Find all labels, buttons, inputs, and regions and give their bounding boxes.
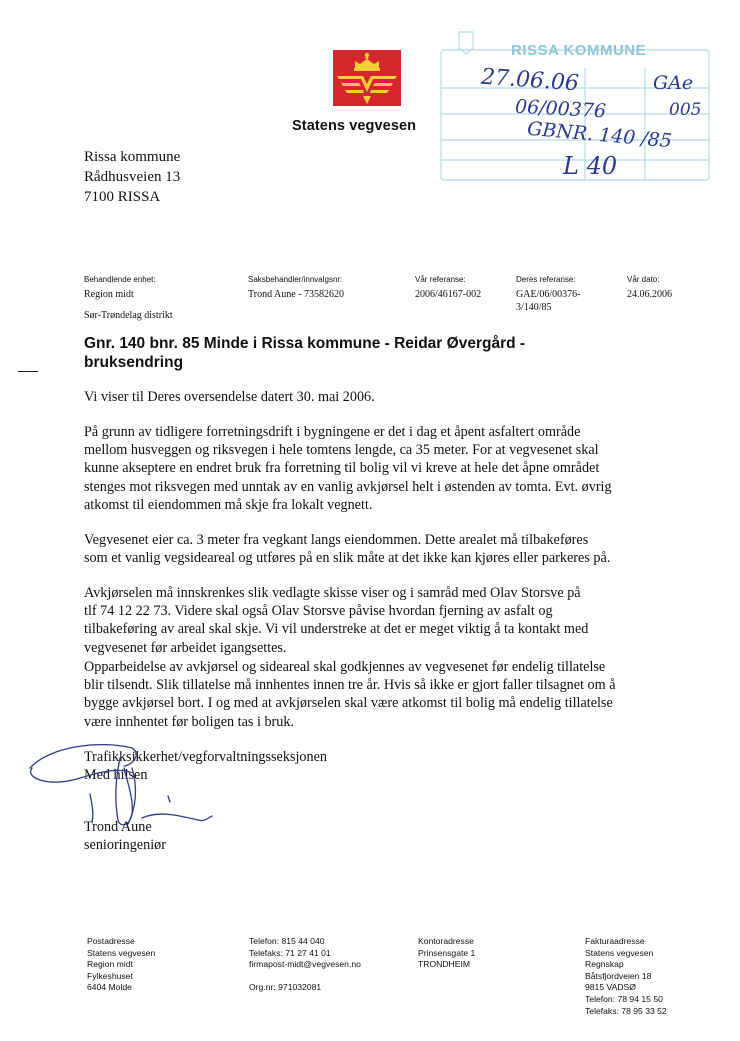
unit-label: Behandlende enhet: <box>84 275 156 284</box>
signature-section: Trafikksikkerhet/vegforvaltningsseksjonen <box>84 749 327 765</box>
paragraph-5 <box>84 658 674 731</box>
recipient-line3: 7100 RISSA <box>84 189 161 205</box>
paragraph-line: atkomst til eiendommen må skje fra lokalt vegnett. <box>84 496 373 513</box>
footer-line: Kontoradresse <box>418 936 474 946</box>
your-ref-label: Deres referanse: <box>516 275 576 284</box>
paragraph-line: tilbakeføring av areal skal skje. Vi vil understreke at det er meget viktig å ta kontakt med <box>84 621 589 638</box>
subject-line1: Gnr. 140 bnr. 85 Minde i Rissa kommune - Reidar Øvergård - <box>84 335 526 352</box>
recipient-line1: Rissa kommune <box>84 149 181 165</box>
footer-invoice-address <box>585 936 667 1017</box>
our-ref-value: 2006/46167-002 <box>415 289 482 300</box>
handler-value: Trond Aune - 73582620 <box>248 289 345 300</box>
signatory-title: senioringeniør <box>84 837 166 853</box>
paragraph-2 <box>84 423 674 514</box>
footer-line: Fylkeshuset <box>87 970 133 981</box>
footer-line: TRONDHEIM <box>418 959 471 970</box>
footer-line: Statens vegvesen <box>87 947 156 958</box>
paragraph-3 <box>84 531 674 567</box>
signature-greeting: Med hilsen <box>84 767 148 783</box>
statens-vegvesen-logo <box>333 50 401 106</box>
handler-label: Saksbehandler/innvalgsnr: <box>248 275 343 284</box>
paragraph-line: bygge avkjørsel bort. I og med at avkjørselen skal være atkomst til bolig må endelig tillatelse <box>84 695 613 712</box>
footer-line: Telefaks: 71 27 41 01 <box>249 947 331 958</box>
stamp-title: RISSA KOMMUNE <box>511 42 647 59</box>
footer-line: Båtsfjordveien 18 <box>585 970 652 981</box>
paragraph-1 <box>84 388 674 406</box>
paragraph-line: blir tilsendt. Slik tillatelse må innhentes innen tre år. Hvis så ikke er gjort faller tilsagnet om å <box>84 677 616 694</box>
footer-line: 6404 Molde <box>87 982 132 993</box>
footer-line: Region midt <box>87 959 133 970</box>
paragraph-line: som et vanlig vegsideareal og utføres på en slik måte at det ikke kan kjøres eller parkeres på. <box>84 550 611 567</box>
date-label: Vår dato: <box>627 275 660 284</box>
paragraph-line: mellom husveggen og riksvegen i hele tomtens lengde, ca 35 meter. For at vegvesenet skal <box>84 442 599 459</box>
stamp-code: L 40 <box>563 152 618 180</box>
footer-line: Statens vegvesen <box>585 947 654 958</box>
stamp-date: 27.06.06 <box>480 64 580 97</box>
footer-line: Postadresse <box>87 936 135 946</box>
your-ref-line1: GAE/06/00376- <box>516 289 581 300</box>
paragraph-4 <box>84 584 674 657</box>
org-name: Statens vegvesen <box>292 118 417 134</box>
footer-contact <box>249 936 361 994</box>
footer-line: Telefon: 815 44 040 <box>249 936 325 946</box>
your-ref-line2: 3/140/85 <box>516 302 552 313</box>
paragraph-line: kunne akseptere en endret bruk fra forretning til bolig vil vi kreve at hele det åpne området <box>84 460 600 477</box>
paragraph-line: tlf 74 12 22 73. Videre skal også Olav Storsve påvise hvordan fjerning av asfalt og <box>84 603 553 620</box>
paragraph-line: Avkjørselen må innskrenkes slik vedlagte skisse viser og i samråd med Olav Storsve på <box>84 585 581 601</box>
district: Sør-Trøndelag distrikt <box>84 310 173 321</box>
our-ref-label: Vår referanse: <box>415 275 466 284</box>
footer-line: Telefon: 78 94 15 50 <box>585 993 663 1004</box>
unit-value: Region midt <box>84 289 134 300</box>
footer-office-address <box>418 936 475 971</box>
paragraph-line: På grunn av tidligere forretningsdrift i bygningene er det i dag et åpent asfaltert område <box>84 424 581 440</box>
date-value: 24.06.2006 <box>627 289 672 300</box>
paragraph-line: Opparbeidelse av avkjørsel og sideareal skal godkjennes av vegvesenet før endelig tillatelse <box>84 659 606 675</box>
subject-line2: bruksendring <box>84 354 184 371</box>
signatory-name: Trond Aune <box>84 819 152 835</box>
footer-org-number: Org.nr: 971032081 <box>249 982 322 993</box>
paragraph-line: stenges mot riksvegen med unntak av en vanlig avkjørsel helt i østenden av tomta. Evt. øvrig <box>84 478 612 495</box>
footer-line: 9815 VADSØ <box>585 982 636 993</box>
footer-line: Regnskap <box>585 959 624 970</box>
footer-line: Telefaks: 78 95 33 52 <box>585 1005 667 1016</box>
paragraph-line: Vi viser til Deres oversendelse datert 30. mai 2006. <box>84 389 375 405</box>
subject <box>84 334 624 372</box>
footer-line: Prinsensgate 1 <box>418 947 476 958</box>
stamp-initials: GAe <box>653 72 694 94</box>
footer-line: Fakturaadresse <box>585 936 645 946</box>
paragraph-line: Vegvesenet eier ca. 3 meter fra vegkant langs eiendommen. Dette arealet må tilbakeføres <box>84 532 589 548</box>
paragraph-line: vegvesenet før arbeidet igangsettes. <box>84 639 287 656</box>
recipient-line2: Rådhusveien 13 <box>84 169 181 185</box>
stamp-case-no: 06/00376 <box>514 95 607 123</box>
fold-mark <box>18 371 38 372</box>
stamp-property: GBNR. 140 /85 <box>526 117 673 153</box>
stamp-doc-no: 005 <box>669 100 702 120</box>
footer-email: firmapost-midt@vegvesen.no <box>249 959 361 970</box>
paragraph-line: være innhentet før boligen tas i bruk. <box>84 713 295 730</box>
footer-postal-address <box>87 936 155 994</box>
received-stamp <box>435 28 715 188</box>
